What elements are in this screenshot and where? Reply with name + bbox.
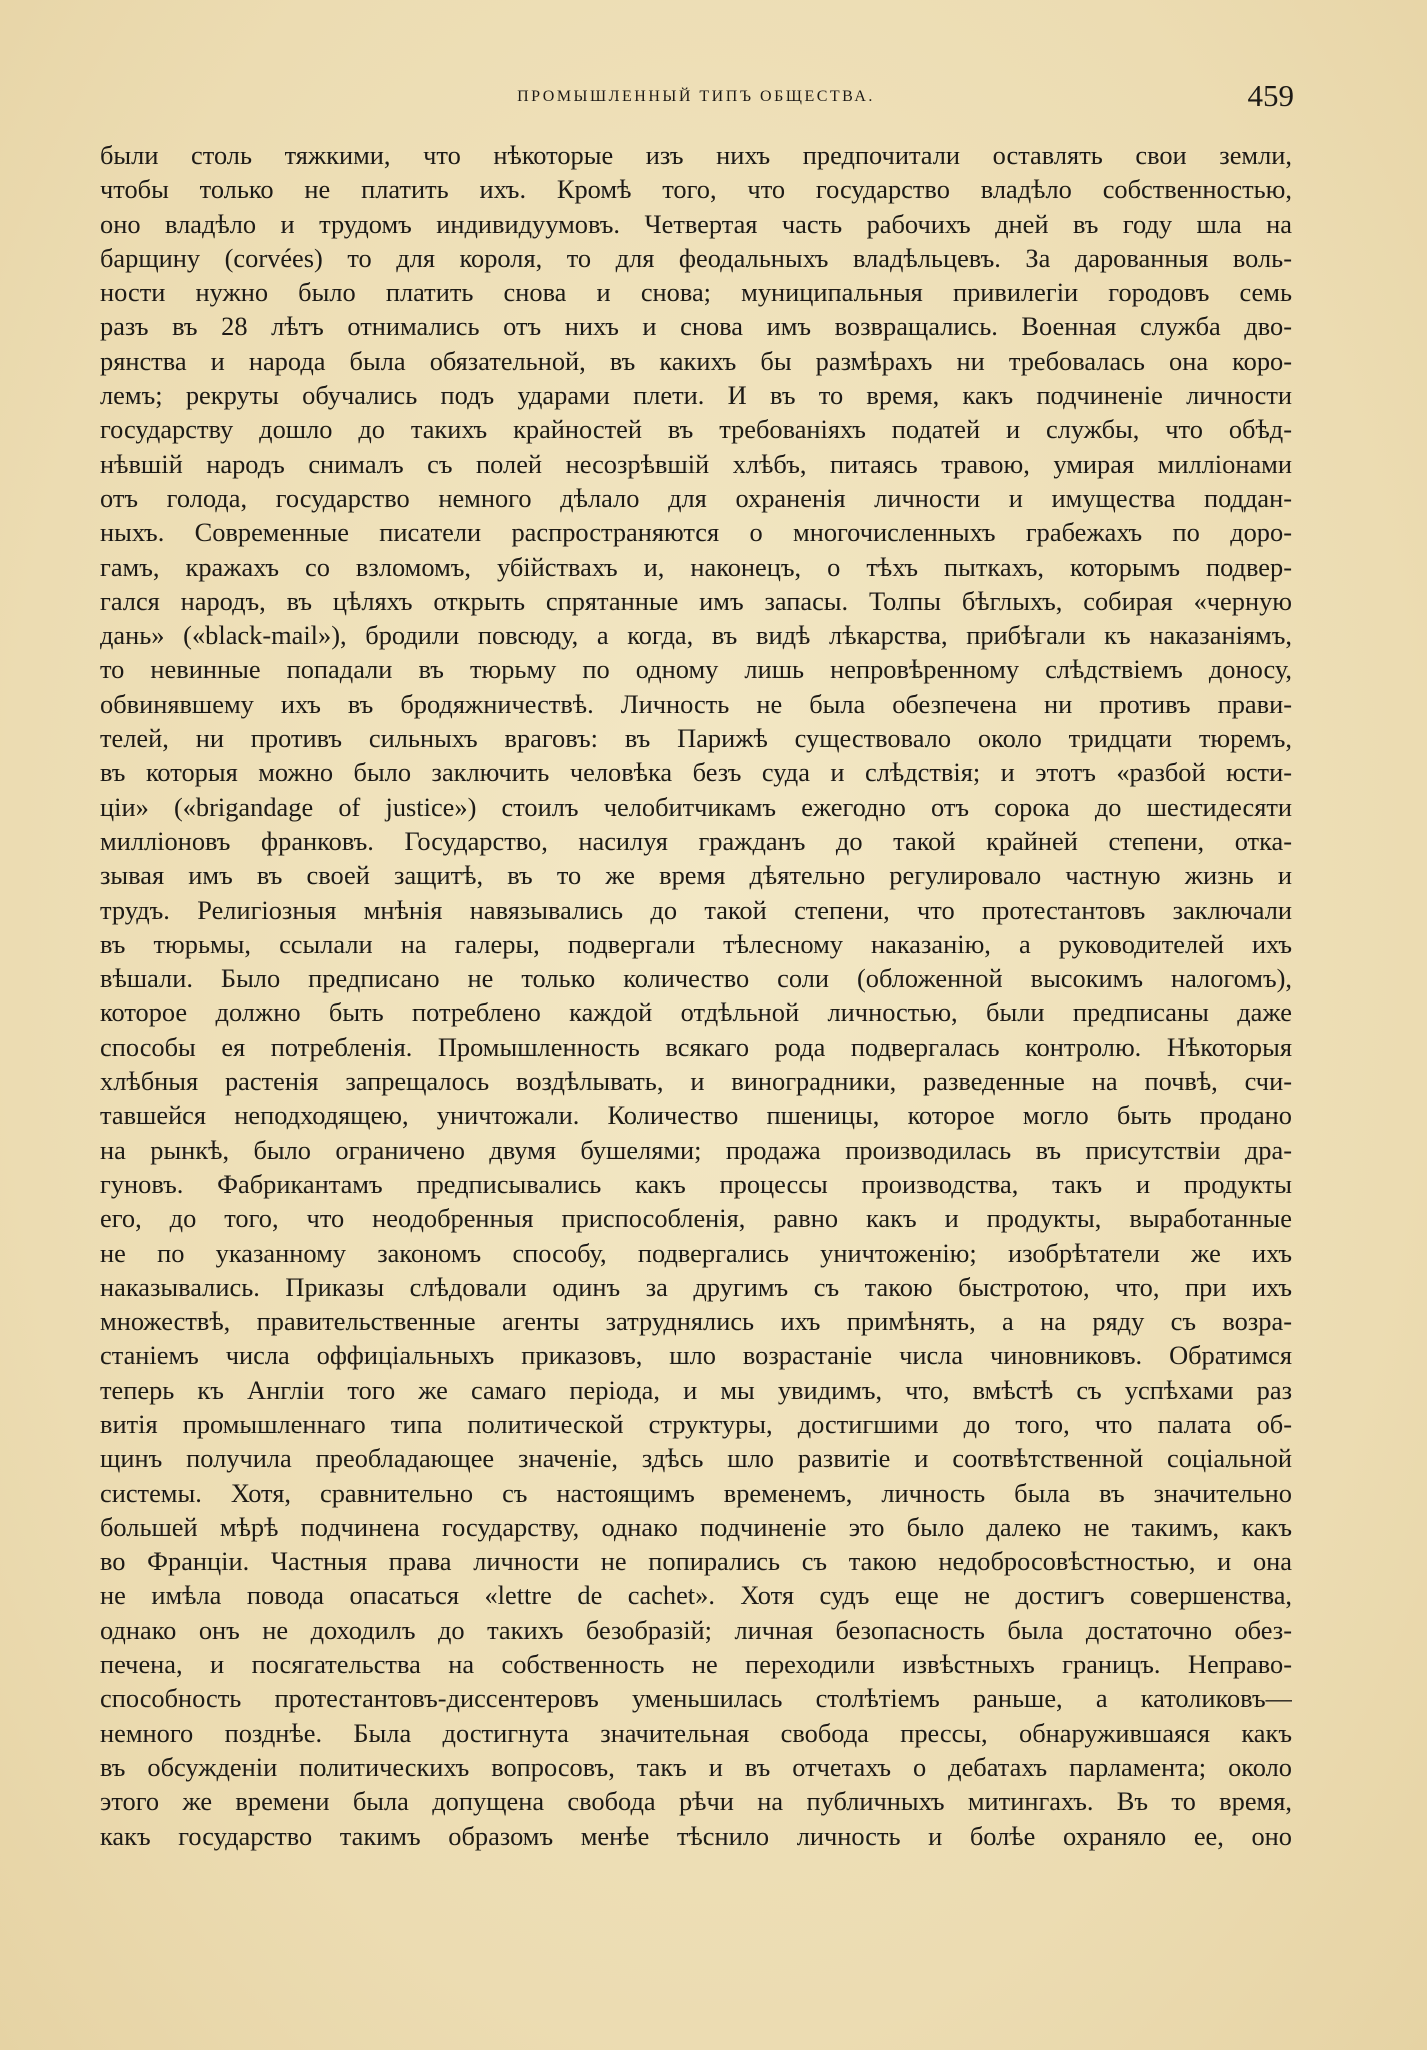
text-line: не имѣла повода опасаться «lettre de cachet». Хотя судъ еще не достигъ совершенства, [100,1580,1292,1611]
text-line: какъ государство такимъ образомъ менѣе тѣснило личность и болѣе охраняло ее, оно [100,1820,1292,1851]
text-line: дань» («black-mail»), бродили повсюду, а когда, въ видѣ лѣкарства, прибѣгали къ наказаніямъ, [100,620,1292,651]
text-line: милліоновъ франковъ. Государство, насилуя гражданъ до такой крайней степени, отка- [100,825,1292,856]
text-line: его, до того, что неодобренныя приспособленія, равно какъ и продукты, выработанные [100,1203,1292,1234]
text-line: щинъ получила преобладающее значеніе, здѣсь шло развитіе и соотвѣтственной соціальной [100,1443,1292,1474]
text-line: рянства и народа была обязательной, въ какихъ бы размѣрахъ ни требовалась она коро- [100,345,1292,376]
text-line: станіемъ числа оффиціальныхъ приказовъ, шло возрастаніе числа чиновниковъ. Обратимся [100,1340,1292,1371]
text-line: большей мѣрѣ подчинена государству, однако подчиненіе это было далеко не такимъ, какъ [100,1511,1292,1542]
text-line: гался народъ, въ цѣляхъ открыть спрятанные имъ запасы. Толпы бѣглыхъ, собирая «черную [100,585,1292,616]
text-line: государству дошло до такихъ крайностей въ требованіяхъ податей и службы, что обѣд- [100,414,1292,445]
text-line: разъ въ 28 лѣтъ отнимались отъ нихъ и снова имъ возвращались. Военная служба дво- [100,311,1292,342]
body-text [100,138,1292,1853]
text-line: гуновъ. Фабрикантамъ предписывались какъ процессы производства, такъ и продукты [100,1168,1292,1199]
text-line: тавшейся неподходящею, уничтожали. Количество пшеницы, которое могло быть продано [100,1100,1292,1131]
text-line: въ тюрьмы, ссылали на галеры, подвергали тѣлесному наказанію, а руководителей ихъ [100,928,1292,959]
text-line: нѣвшій народъ снималъ съ полей несозрѣвшій хлѣбъ, питаясь травою, умирая милліонами [100,448,1292,479]
text-line: которое должно быть потреблено каждой отдѣльной личностью, были предписаны даже [100,997,1292,1028]
text-line: хлѣбныя растенія запрещалось воздѣлывать, и виноградники, разведенные на почвѣ, счи- [100,1066,1292,1097]
text-line: способность протестантовъ-диссентеровъ уменьшилась столѣтіемъ раньше, а католиковъ— [100,1683,1292,1714]
text-line: обвинявшему ихъ въ бродяжничествѣ. Личность не была обезпечена ни противъ прави- [100,688,1292,719]
text-line: отъ голода, государство немного дѣлало для охраненія личности и имущества поддан- [100,482,1292,513]
page-header [100,78,1292,128]
text-line: въ которыя можно было заключить человѣка безъ суда и слѣдствія; и этотъ «разбой юсти- [100,757,1292,788]
text-line: барщину (corvées) то для короля, то для феодальныхъ владѣльцевъ. За дарованныя воль- [100,242,1292,273]
text-line: ности нужно было платить снова и снова; муниципальныя привилегіи городовъ семь [100,277,1292,308]
text-line: не по указанному закономъ способу, подвергались уничтоженію; изобрѣтатели же ихъ [100,1237,1292,1268]
text-line: телей, ни противъ сильныхъ враговъ: въ Парижѣ существовало около тридцати тюремъ, [100,723,1292,754]
text-line: трудъ. Религіозныя мнѣнія навязывались до такой степени, что протестантовъ заключали [100,894,1292,925]
text-line: ныхъ. Современные писатели распространяются о многочисленныхъ грабежахъ по доро- [100,517,1292,548]
text-line: во Франціи. Частныя права личности не попирались съ такою недобросовѣстностью, и она [100,1546,1292,1577]
text-line: вѣшали. Было предписано не только количество соли (обложенной высокимъ налогомъ), [100,963,1292,994]
text-line: чтобы только не платить ихъ. Кромѣ того, что государство владѣло собственностью, [100,174,1292,205]
text-line: наказывались. Приказы слѣдовали одинъ за другимъ съ такою быстротою, что, при ихъ [100,1271,1292,1302]
text-line: оно владѣло и трудомъ индивидуумовъ. Четвертая часть рабочихъ дней въ году шла на [100,208,1292,239]
text-line: теперь къ Англіи того же самаго періода, и мы увидимъ, что, вмѣстѣ съ успѣхами раз [100,1374,1292,1405]
text-line: ціи» («brigandage of justice») стоилъ челобитчикамъ ежегодно отъ сорока до шестидесяти [100,791,1292,822]
text-line: на рынкѣ, было ограничено двумя бушелями; продажа производилась въ присутствіи дра- [100,1134,1292,1165]
text-line: лемъ; рекруты обучались подъ ударами плети. И въ то время, какъ подчиненіе личности [100,380,1292,411]
text-line: способы ея потребленія. Промышленность всякаго рода подвергалась контролю. Нѣкоторыя [100,1031,1292,1062]
running-title: ПРОМЫШЛЕННЫЙ ТИПЪ ОБЩЕСТВА. [517,88,875,105]
text-line: этого же времени была допущена свобода рѣчи на публичныхъ митингахъ. Въ то время, [100,1786,1292,1817]
text-line: то невинные попадали въ тюрьму по одному лишь непровѣренному слѣдствіемъ доносу, [100,654,1292,685]
text-line: множествѣ, правительственные агенты затруднялись ихъ примѣнять, а на ряду съ возра- [100,1306,1292,1337]
text-line: витія промышленнаго типа политической структуры, достигшими до того, что палата об- [100,1408,1292,1439]
text-line: въ обсужденіи политическихъ вопросовъ, такъ и въ отчетахъ о дебатахъ парламента; около [100,1751,1292,1782]
book-page [100,78,1292,1853]
text-line: немного позднѣе. Была достигнута значительная свобода прессы, обнаружившаяся какъ [100,1717,1292,1748]
text-line: были столь тяжкими, что нѣкоторые изъ нихъ предпочитали оставлять свои земли, [100,140,1292,170]
text-line: однако онъ не доходилъ до такихъ безобразій; личная безопасность была достаточно обез- [100,1614,1292,1645]
text-line: печена, и посягательства на собственность не переходили извѣстныхъ границъ. Неправо- [100,1649,1292,1680]
text-line: гамъ, кражахъ со взломомъ, убійствахъ и, наконецъ, о тѣхъ пыткахъ, которымъ подвер- [100,551,1292,582]
page-number: 459 [1247,78,1294,113]
text-line: зывая имъ въ своей защитѣ, въ то же время дѣятельно регулировало частную жизнь и [100,860,1292,891]
text-line: системы. Хотя, сравнительно съ настоящимъ временемъ, личность была въ значительно [100,1477,1292,1508]
